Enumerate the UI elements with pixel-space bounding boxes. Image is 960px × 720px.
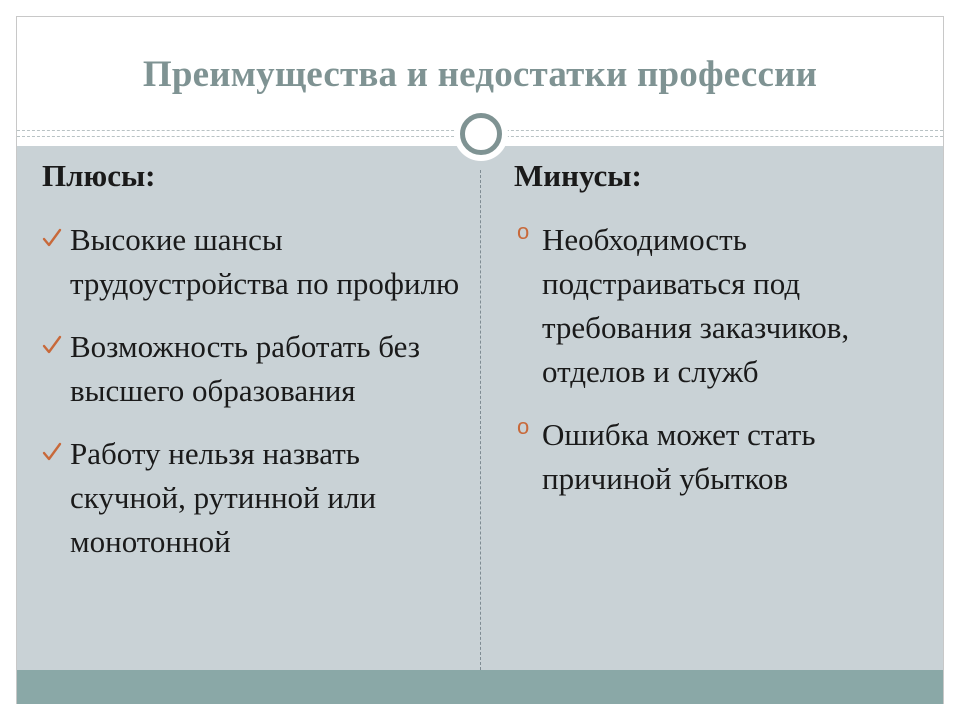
cons-item (514, 218, 924, 394)
checkmark-icon (42, 228, 62, 248)
pros-item (42, 432, 462, 564)
checkmark-icon (42, 442, 62, 462)
cons-item (514, 413, 924, 501)
slide-title: Преимущества и недостатки профессии (142, 54, 818, 95)
column-divider (480, 170, 481, 670)
cons-item-text: Необходимость подстраиваться под требования заказчиков, отделов и служб (542, 222, 850, 389)
cons-item-text: Ошибка может стать причиной убытков (542, 417, 816, 496)
pros-heading: Плюсы: (42, 158, 156, 193)
cons-column (514, 156, 924, 520)
circle-bullet-icon: o (517, 219, 530, 244)
footer-band (17, 670, 943, 704)
pros-column (42, 156, 462, 583)
circle-bullet-icon: o (517, 414, 530, 439)
ring-ornament-icon (454, 107, 508, 161)
ring-inner (460, 113, 502, 155)
pros-item (42, 325, 462, 413)
cons-heading: Минусы: (514, 158, 642, 193)
pros-list (42, 218, 462, 564)
pros-item-text: Работу нельзя назвать скучной, рутинной или монотонной (70, 436, 377, 559)
cons-list (514, 218, 924, 501)
pros-item (42, 218, 462, 306)
checkmark-icon (42, 335, 62, 355)
pros-item-text: Возможность работать без высшего образования (70, 329, 420, 408)
pros-item-text: Высокие шансы трудоустройства по профилю (70, 222, 460, 301)
